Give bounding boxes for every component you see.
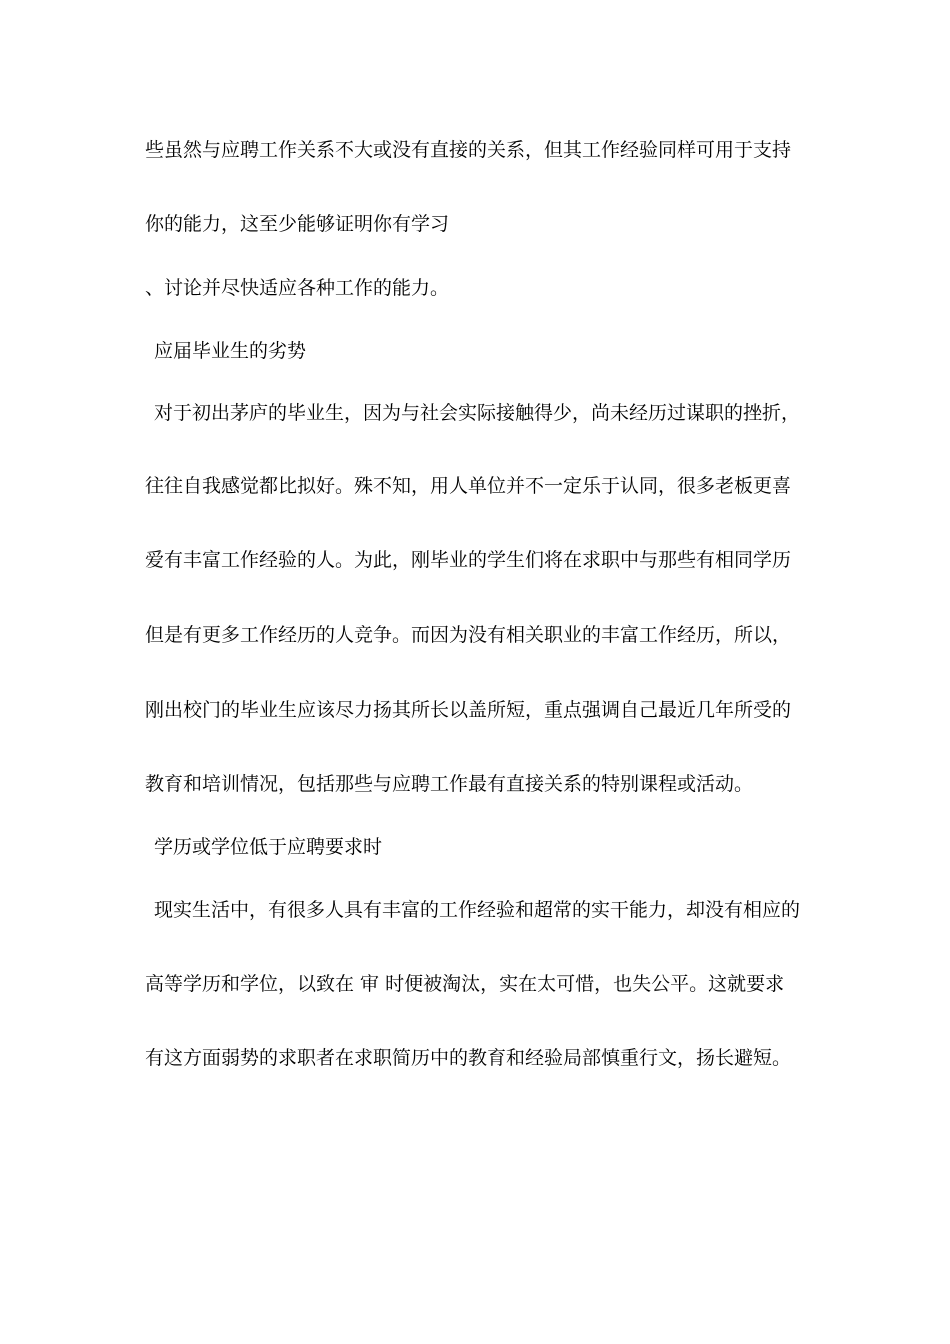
- text-line-3: 、讨论并尽快适应各种工作的能力。: [145, 277, 450, 299]
- text-line-5: 对于初出茅庐的毕业生，因为与社会实际接触得少，尚未经历过谋职的挫折，: [154, 402, 801, 424]
- text-line-14: 有这方面弱势的求职者在求职简历中的教育和经验局部慎重行文，扬长避短。: [145, 1047, 792, 1069]
- text-line-7: 爱有丰富工作经验的人。为此，刚毕业的学生们将在求职中与那些有相同学历: [145, 549, 792, 571]
- section-heading-disadvantage: 应届毕业生的劣势: [154, 340, 307, 362]
- text-line-1: 些虽然与应聘工作关系不大或没有直接的关系，但其工作经验同样可用于支持: [145, 139, 792, 161]
- text-line-12: 现实生活中，有很多人具有丰富的工作经验和超常的实干能力，却没有相应的: [154, 899, 801, 921]
- text-line-9: 刚出校门的毕业生应该尽力扬其所长以盖所短，重点强调自己最近几年所受的: [145, 699, 792, 721]
- text-line-8: 但是有更多工作经历的人竞争。而因为没有相关职业的丰富工作经历，所以，: [145, 624, 792, 646]
- section-heading-education: 学历或学位低于应聘要求时: [154, 836, 383, 858]
- text-line-10: 教育和培训情况，包括那些与应聘工作最有直接关系的特别课程或活动。: [145, 773, 754, 795]
- text-line-6: 往往自我感觉都比拟好。殊不知，用人单位并不一定乐于认同，很多老板更喜: [145, 475, 792, 497]
- text-line-13: 高等学历和学位，以致在 审 时便被淘汰，实在太可惜，也失公平。这就要求: [145, 973, 785, 995]
- text-line-2: 你的能力，这至少能够证明你有学习: [145, 213, 450, 235]
